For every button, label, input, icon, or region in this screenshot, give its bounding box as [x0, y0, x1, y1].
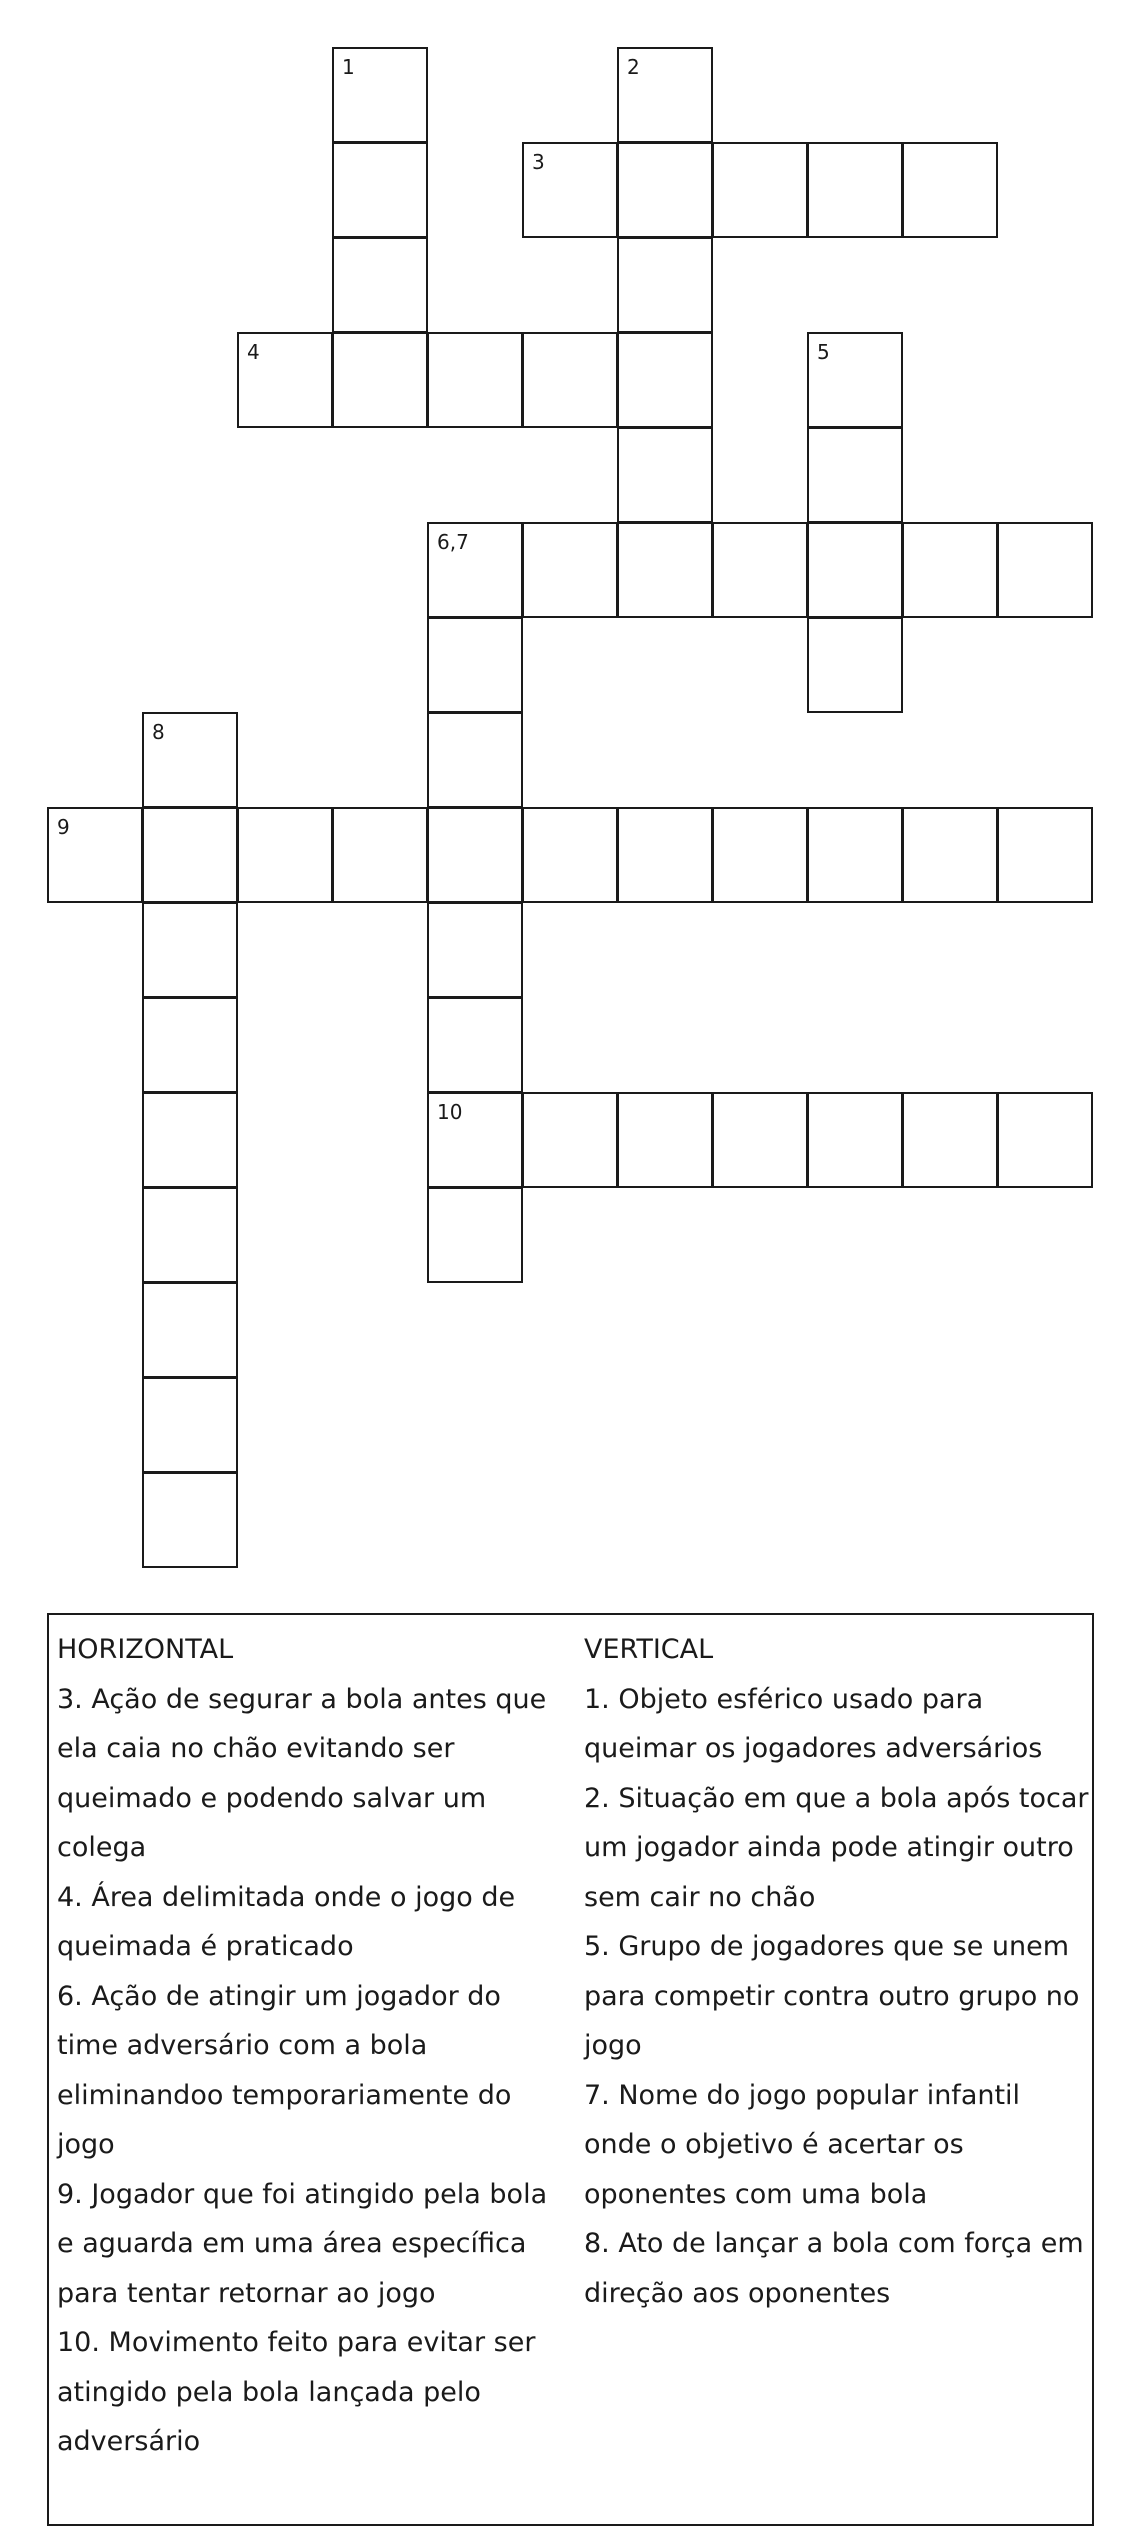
crossword-cell[interactable] [712, 807, 808, 903]
crossword-cell[interactable] [142, 1282, 238, 1378]
clue-number: 5 [817, 340, 830, 364]
crossword-cell[interactable] [237, 807, 333, 903]
clue-number: 2 [627, 55, 640, 79]
crossword-cell[interactable] [617, 142, 713, 238]
crossword-cell[interactable] [142, 807, 238, 903]
crossword-cell[interactable] [427, 807, 523, 903]
clue-number: 3 [532, 150, 545, 174]
crossword-cell[interactable] [522, 522, 618, 618]
clue-number: 10 [437, 1100, 463, 1124]
crossword-cell[interactable] [427, 332, 523, 428]
vertical-clues [584, 1625, 1089, 2318]
clue-number: 9 [57, 815, 70, 839]
crossword-cell[interactable] [807, 427, 903, 523]
crossword-cell[interactable] [142, 1092, 238, 1188]
crossword-cell[interactable] [522, 1092, 618, 1188]
vertical-clue-line: 5. Grupo de jogadores que se unem [584, 1931, 1070, 1962]
crossword-cell[interactable] [47, 807, 143, 903]
crossword-cell[interactable] [522, 807, 618, 903]
horizontal-clue-line: jogo [57, 2129, 115, 2160]
crossword-cell[interactable] [617, 332, 713, 428]
crossword-cell[interactable] [522, 332, 618, 428]
horizontal-clue-line: 4. Área delimitada onde o jogo de [57, 1881, 516, 1913]
crossword-cell[interactable] [142, 1377, 238, 1473]
crossword-cell[interactable] [142, 902, 238, 998]
crossword-cell[interactable] [617, 427, 713, 523]
crossword-cell[interactable] [142, 997, 238, 1093]
horizontal-clue-line: colega [57, 1832, 147, 1863]
crossword-cell[interactable] [332, 237, 428, 333]
vertical-clue-line: 2. Situação em que a bola após tocar [584, 1782, 1089, 1814]
crossword-cell[interactable] [332, 807, 428, 903]
crossword-cell[interactable] [712, 522, 808, 618]
vertical-clue-line: jogo [584, 2030, 642, 2061]
vertical-clue-line: 7. Nome do jogo popular infantil [584, 2079, 1021, 2111]
crossword-cell[interactable] [617, 807, 713, 903]
crossword-cell[interactable] [902, 1092, 998, 1188]
vertical-clue-line: direção aos oponentes [584, 2277, 891, 2309]
crossword-cell[interactable] [427, 1092, 523, 1188]
vertical-clue-line: sem cair no chão [584, 1881, 816, 1913]
crossword-cell[interactable] [237, 332, 333, 428]
crossword-cell[interactable] [332, 332, 428, 428]
horizontal-clue-line: adversário [57, 2426, 201, 2457]
clue-number: 1 [342, 55, 355, 79]
clues-box [47, 1613, 1094, 2526]
horizontal-clue-line: e aguarda em uma área específica [57, 2228, 527, 2259]
vertical-clue-line: queimar os jogadores adversários [584, 1733, 1043, 1764]
crossword-cell[interactable] [617, 47, 713, 143]
horizontal-clue-line: atingido pela bola lançada pelo [57, 2376, 481, 2408]
clue-number: 4 [247, 340, 260, 364]
clue-number: 6,7 [437, 530, 469, 554]
crossword-cell[interactable] [332, 142, 428, 238]
horizontal-clue-line: queimado e podendo salvar um [57, 1782, 487, 1814]
horizontal-clue-line: queimada é praticado [57, 1931, 354, 1962]
crossword-cell[interactable] [427, 712, 523, 808]
crossword-cell[interactable] [142, 1187, 238, 1283]
crossword-cell[interactable] [902, 522, 998, 618]
crossword-cell[interactable] [902, 142, 998, 238]
crossword-cell[interactable] [807, 142, 903, 238]
vertical-clue-line: oponentes com uma bola [584, 2178, 928, 2210]
crossword-cell[interactable] [427, 997, 523, 1093]
crossword-cell[interactable] [997, 807, 1093, 903]
vertical-clue-line: para competir contra outro grupo no [584, 1980, 1080, 2012]
crossword-cell[interactable] [427, 1187, 523, 1283]
crossword-cell[interactable] [807, 1092, 903, 1188]
crossword-cell[interactable] [902, 807, 998, 903]
horizontal-clue-line: eliminandoo temporariamente do [57, 2079, 512, 2111]
crossword-cell[interactable] [807, 807, 903, 903]
vertical-heading: VERTICAL [584, 1634, 714, 1665]
crossword-cell[interactable] [427, 522, 523, 618]
crossword-cell[interactable] [617, 1092, 713, 1188]
vertical-clue-line: onde o objetivo é acertar os [584, 2129, 964, 2160]
horizontal-heading: HORIZONTAL [57, 1634, 234, 1665]
crossword-cell[interactable] [997, 522, 1093, 618]
crossword-cell[interactable] [617, 522, 713, 618]
horizontal-clue-line: 3. Ação de segurar a bola antes que [57, 1683, 547, 1715]
vertical-clue-line: 1. Objeto esférico usado para [584, 1683, 984, 1715]
horizontal-clue-line: 10. Movimento feito para evitar ser [57, 2327, 536, 2358]
crossword-cell[interactable] [427, 617, 523, 713]
crossword-cell[interactable] [427, 902, 523, 998]
crossword-cell[interactable] [712, 1092, 808, 1188]
horizontal-clue-line: 6. Ação de atingir um jogador do [57, 1980, 501, 2012]
horizontal-clue-line: para tentar retornar ao jogo [57, 2277, 436, 2309]
crossword-cell[interactable] [807, 522, 903, 618]
horizontal-clue-line: 9. Jogador que foi atingido pela bola [57, 2178, 548, 2210]
vertical-clue-line: 8. Ato de lançar a bola com força em [584, 2228, 1084, 2259]
crossword-cell[interactable] [142, 1472, 238, 1568]
crossword-cell[interactable] [332, 47, 428, 143]
horizontal-clues [57, 1625, 557, 2467]
horizontal-clue-line: time adversário com a bola [57, 2030, 428, 2061]
crossword-cell[interactable] [807, 332, 903, 428]
crossword-cell[interactable] [617, 237, 713, 333]
crossword-cell[interactable] [712, 142, 808, 238]
crossword-cell[interactable] [997, 1092, 1093, 1188]
crossword-cell[interactable] [522, 142, 618, 238]
crossword-cell[interactable] [142, 712, 238, 808]
crossword-cell[interactable] [807, 617, 903, 713]
vertical-clue-line: um jogador ainda pode atingir outro [584, 1832, 1074, 1863]
clue-number: 8 [152, 720, 165, 744]
horizontal-clue-line: ela caia no chão evitando ser [57, 1733, 455, 1764]
